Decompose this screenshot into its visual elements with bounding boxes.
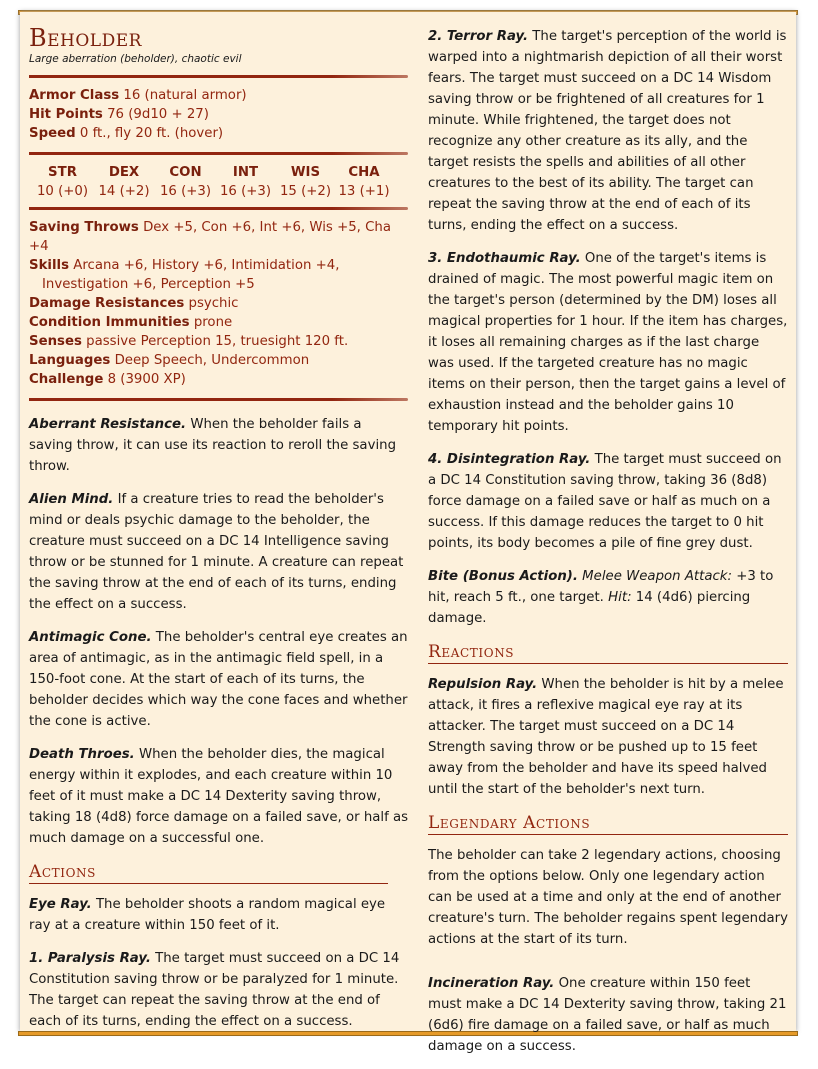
ability-score: 14 (+2) xyxy=(98,184,150,199)
armor-class: Armor Class 16 (natural armor) xyxy=(29,88,247,103)
action-endothaumic-ray: 3. Endothaumic Ray. One of the target's items is drained of magic. The most powerful magic item on the target's person (determined by the DM) loses all magical properties for 1 hour. If the item has charges, it loses all remaining charges as if the last charge was used. If the targeted creature has no magic items on their person, then the target gains a level of exhaustion instead and the beholder gains 10 temporary hit points. xyxy=(428,251,788,434)
ability-name: CON xyxy=(169,165,202,180)
speed: Speed 0 ft., fly 20 ft. (hover) xyxy=(29,126,224,141)
action-disintegration-ray: 4. Disintegration Ray. The target must succeed on a DC 14 Constitution saving throw, taking 36 (8d8) force damage on a failed save or half as much on a success. If this damage reduces the target to 0 hit points, its body becomes a pile of fine grey dust. xyxy=(428,452,782,551)
right-column xyxy=(428,14,788,1069)
ability-score: 16 (+3) xyxy=(159,184,212,199)
action-paralysis-ray: 1. Paralysis Ray. The target must succeed on a DC 14 Constitution saving throw or be paralyzed for 1 minute. The target can repeat the saving throw at the end of each of its turns, ending the effect on a success. xyxy=(29,951,400,1029)
divider xyxy=(29,207,408,210)
trait-antimagic-cone: Antimagic Cone. The beholder's central eye creates an area of antimagic, as in the antimagic field spell, in a 150-foot cone. At the start of each of its turns, the beholder decides which way the cone faces and whether the cone is active. xyxy=(29,630,408,729)
legendary-actions-heading: Legendary Actions xyxy=(428,812,788,835)
ability-score: 10 (+0) xyxy=(36,184,89,199)
monster-subtitle: Large aberration (beholder), chaotic evil xyxy=(29,53,242,65)
divider xyxy=(29,152,408,155)
ability-name: STR xyxy=(48,165,77,180)
damage-resistances: Damage Resistances psychic xyxy=(29,296,239,311)
divider xyxy=(29,75,408,78)
challenge: Challenge 8 (3900 XP) xyxy=(29,372,186,387)
ability-name: CHA xyxy=(348,165,380,180)
action-bite: Bite (Bonus Action). Melee Weapon Attack: +3 to hit, reach 5 ft., one target. Hit: 14 (4d6) piercing damage. xyxy=(428,569,774,626)
saving-throws: Saving Throws Dex +5, Con +6, Int +6, Wis +5, Cha +4 xyxy=(29,220,391,254)
ability-name: INT xyxy=(232,165,259,180)
divider xyxy=(29,398,408,401)
action-terror-ray: 2. Terror Ray. The target's perception of the world is warped into a nightmarish depiction of all their worst fears. The target must succeed on a DC 14 Wisdom saving throw or be frightened of all creatures for 1 minute. While frightened, the target does not recognize any other creature as its ally, and the target resists the spells and abilities of all other creatures to the best of its ability. The target can repeat the saving throw at the end of each of its turns, ending the effect on a success. xyxy=(428,29,787,233)
legendary-incineration-ray: Incineration Ray. One creature within 150 feet must make a DC 14 Dexterity saving throw, taking 21 (6d6) fire damage on a failed save, or half as much damage on a success. xyxy=(428,976,787,1054)
reactions-heading: Reactions xyxy=(428,641,788,664)
languages: Languages Deep Speech, Undercommon xyxy=(29,353,310,368)
ability-name: WIS xyxy=(290,165,321,180)
ability-score: 15 (+2) xyxy=(279,184,332,199)
actions-heading: Actions xyxy=(29,861,388,884)
ability-score: 13 (+1) xyxy=(338,184,390,199)
reaction-repulsion-ray: Repulsion Ray. When the beholder is hit by a melee attack, it fires a reflexive magical eye ray at its attacker. The target must succeed on a DC 14 Strength saving throw or be pushed up to 15 feet away from the beholder and have its speed halved until the start of the beholder's next turn. xyxy=(428,677,784,797)
trait-alien-mind: Alien Mind. If a creature tries to read the beholder's mind or deals psychic damage to the beholder, the creature must succeed on a DC 14 Intelligence saving throw or be stunned for 1 minute. A creature can repeat the saving throw at the end of each of its turns, ending the effect on a success. xyxy=(29,492,404,612)
ability-scores xyxy=(32,163,392,202)
condition-immunities: Condition Immunities prone xyxy=(29,315,233,330)
trait-aberrant-resistance: Aberrant Resistance. When the beholder fails a saving throw, it can use its reaction to reroll the saving throw. xyxy=(29,417,397,474)
legendary-intro: The beholder can take 2 legendary actions, choosing from the options below. Only one legendary action can be used at a time and only at the end of another creature's turn. The beholder regains spent legendary actions at the start of its turn. xyxy=(428,848,789,947)
hit-points: Hit Points 76 (9d10 + 27) xyxy=(29,107,209,122)
left-column xyxy=(29,12,409,1044)
trait-death-throes: Death Throes. When the beholder dies, the magical energy within it explodes, and each creature within 10 feet of it must make a DC 14 Dexterity saving throw, taking 18 (4d8) force damage on a failed save, or half as much damage on a successful one. xyxy=(29,747,409,846)
senses: Senses passive Perception 15, truesight 120 ft. xyxy=(29,334,349,349)
ability-score: 16 (+3) xyxy=(219,184,272,199)
monster-name: Beholder xyxy=(29,24,142,52)
ability-name: DEX xyxy=(108,165,140,180)
action-eye-ray: Eye Ray. The beholder shoots a random magical eye ray at a creature within 150 feet of it. xyxy=(29,897,386,933)
skills: Skills Arcana +6, History +6, Intimidation +4, Investigation +6, Perception +5 xyxy=(29,258,340,292)
